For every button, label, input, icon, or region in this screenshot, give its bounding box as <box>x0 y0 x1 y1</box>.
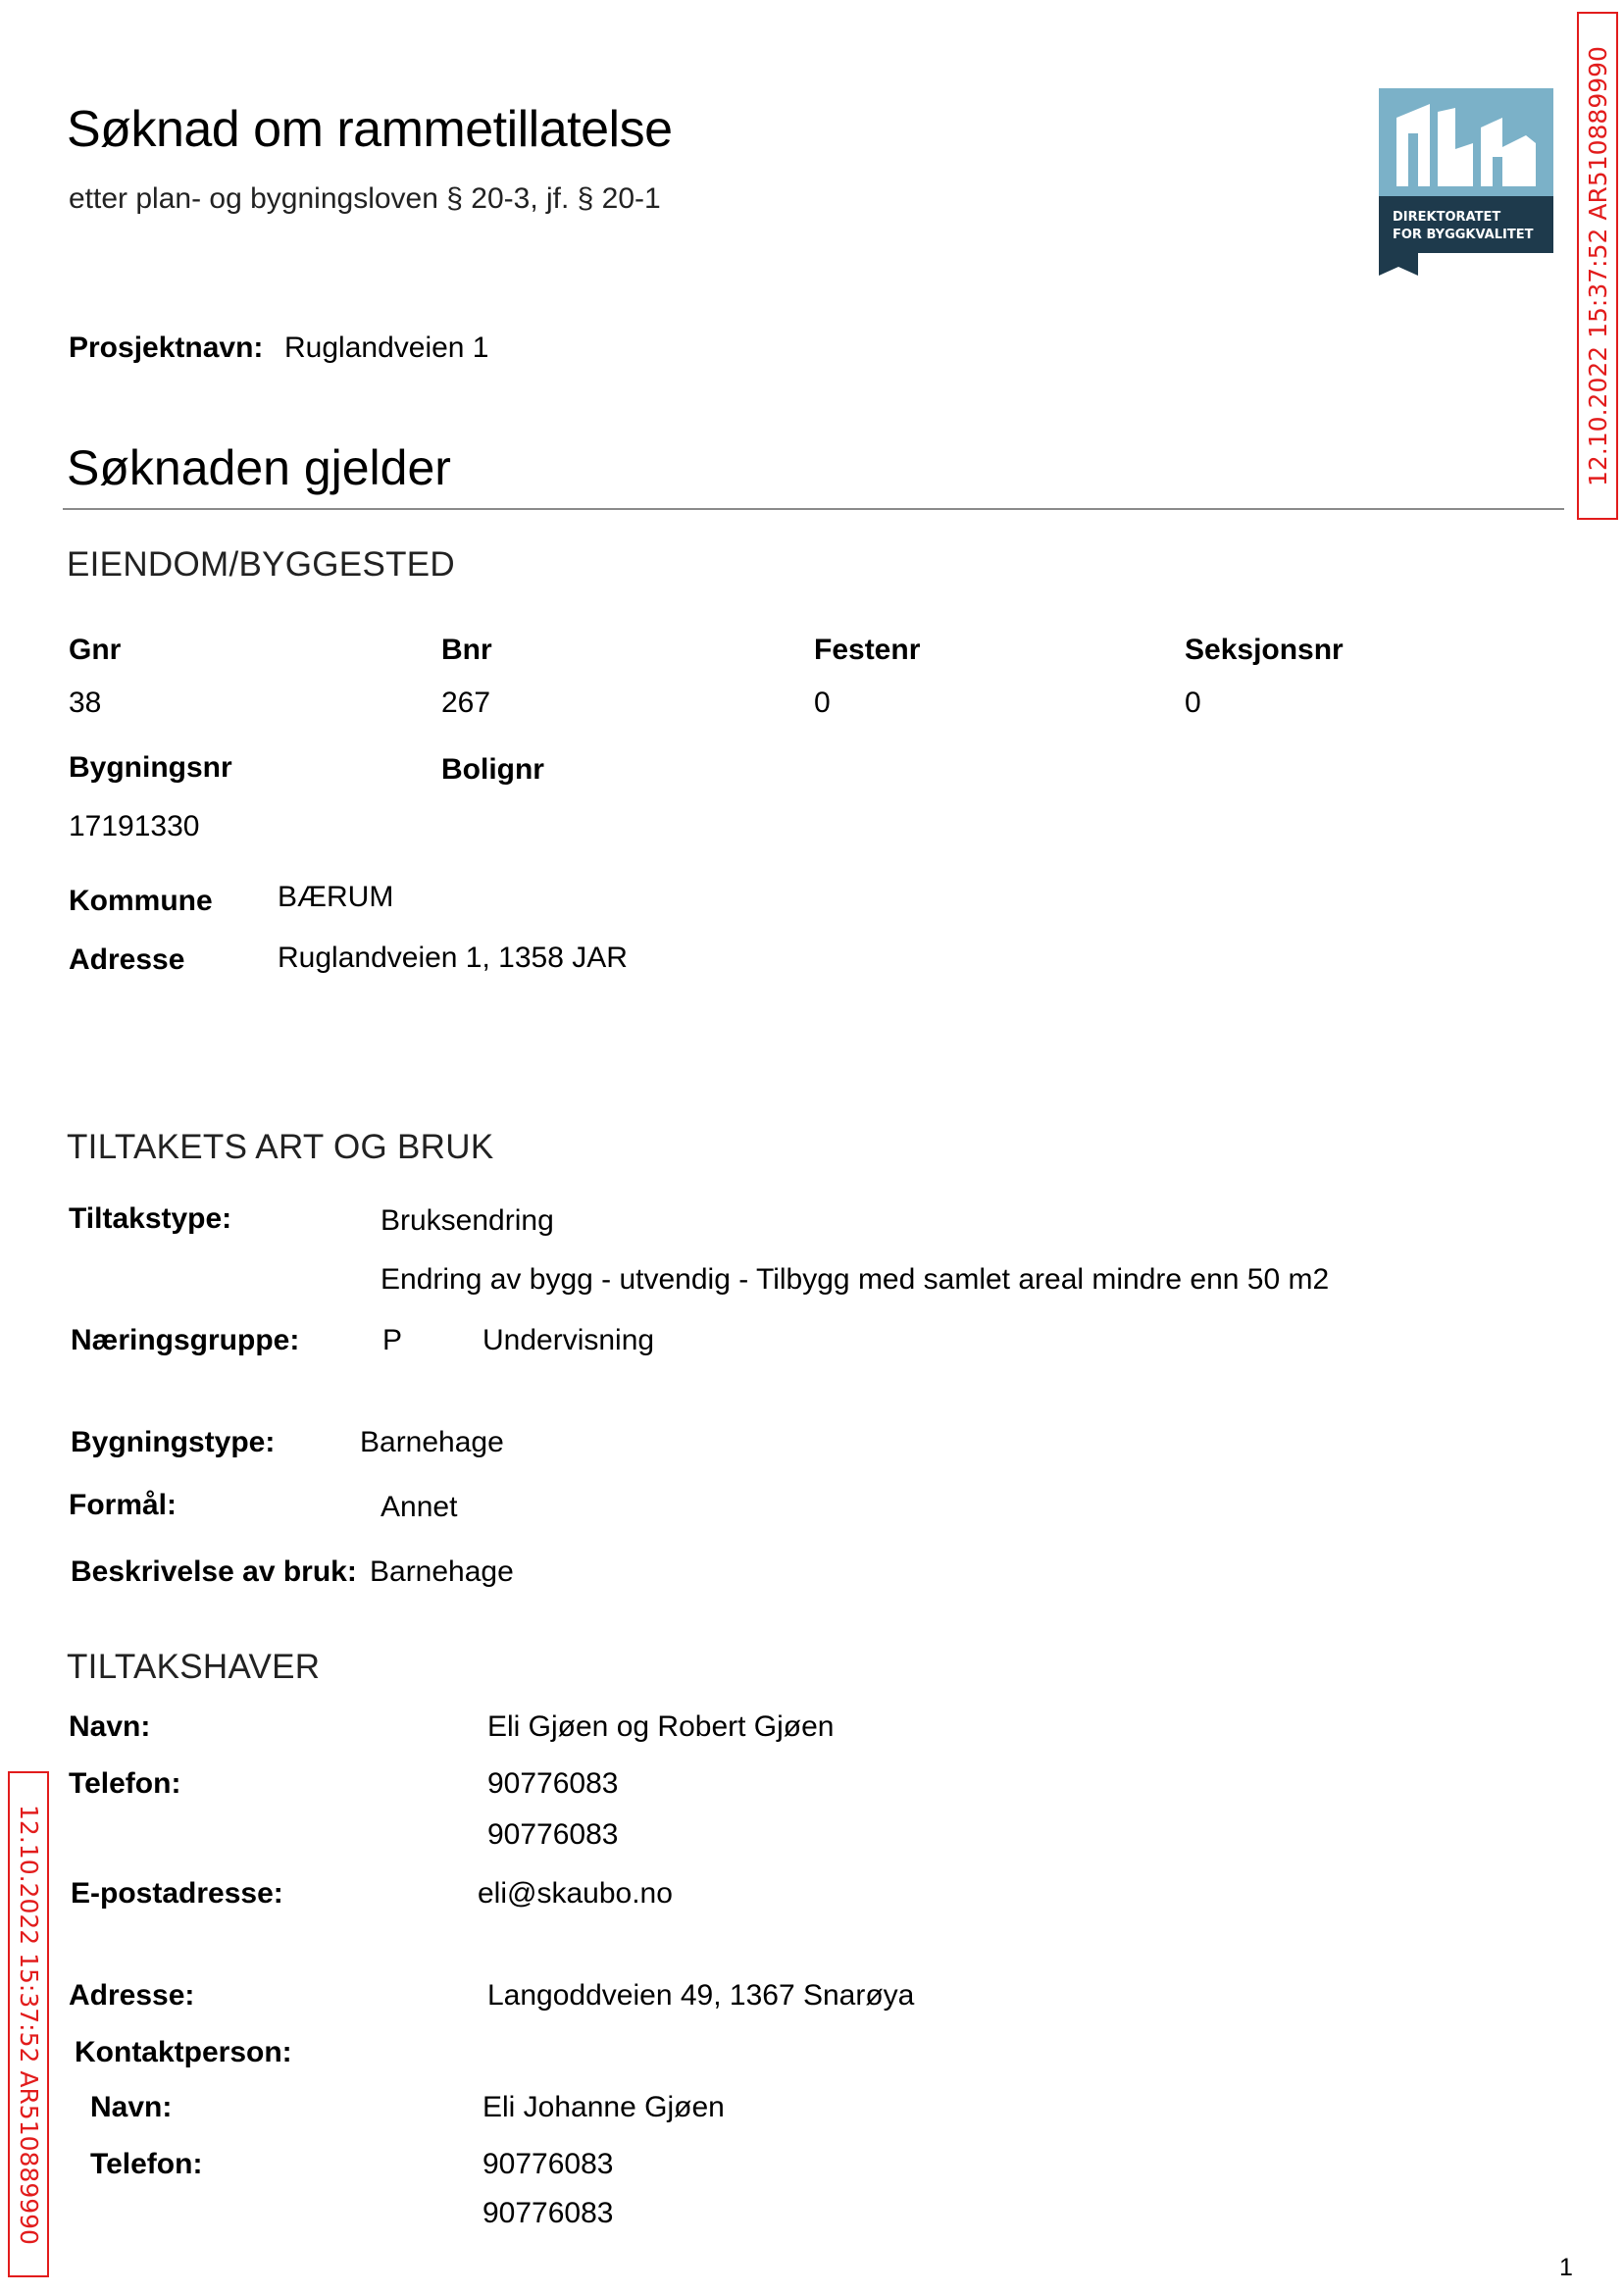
owner-phone-value-1: 90776083 <box>487 1767 619 1800</box>
bnr-label: Bnr <box>441 634 492 666</box>
tiltakstype-value-1: Bruksendring <box>381 1204 554 1237</box>
contact-name-value: Eli Johanne Gjøen <box>482 2091 725 2123</box>
owner-email-value: eli@skaubo.no <box>478 1877 673 1910</box>
contact-phone-value-2: 90776083 <box>482 2197 614 2229</box>
project-name-value: Ruglandveien 1 <box>284 331 489 364</box>
property-address-value: Ruglandveien 1, 1358 JAR <box>278 942 628 974</box>
receipt-stamp-bottom-text: 12.10.2022 15:37:52 AR510889990 <box>14 1804 43 2245</box>
kommune-value: BÆRUM <box>278 881 394 913</box>
naeringsgruppe-code: P <box>382 1324 403 1356</box>
owner-name-value: Eli Gjøen og Robert Gjøen <box>487 1710 835 1743</box>
seksjonsnr-value: 0 <box>1185 687 1201 719</box>
property-address-label: Adresse <box>69 943 185 976</box>
owner-email-label: E-postadresse: <box>71 1877 283 1910</box>
logo-text-line2: FOR BYGGKVALITET <box>1393 228 1534 242</box>
festenr-value: 0 <box>814 687 831 719</box>
owner-heading: TILTAKSHAVER <box>67 1648 321 1686</box>
contact-person-label: Kontaktperson: <box>75 2036 292 2068</box>
gnr-label: Gnr <box>69 634 122 666</box>
measure-heading: TILTAKETS ART OG BRUK <box>67 1128 494 1166</box>
beskrivelse-value: Barnehage <box>370 1555 514 1588</box>
receipt-stamp-top <box>1577 12 1618 520</box>
tiltakstype-value-2: Endring av bygg - utvendig - Tilbygg med samlet areal mindre enn 50 m2 <box>381 1263 1330 1296</box>
bnr-value: 267 <box>441 687 491 719</box>
owner-address-value: Langoddveien 49, 1367 Snarøya <box>487 1979 915 2012</box>
bolignr-label: Bolignr <box>441 753 544 786</box>
kommune-label: Kommune <box>69 885 213 917</box>
logo-text-line1: DIREKTORATET <box>1393 210 1501 225</box>
document-title: Søknad om rammetillatelse <box>67 101 673 158</box>
owner-phone-label: Telefon: <box>69 1767 181 1800</box>
dibk-logo <box>1379 88 1553 276</box>
owner-phone-value-2: 90776083 <box>487 1818 619 1851</box>
naeringsgruppe-value: Undervisning <box>482 1324 655 1356</box>
bygningsnr-value: 17191330 <box>69 810 200 842</box>
contact-name-label: Navn: <box>90 2091 173 2123</box>
tiltakstype-label: Tiltakstype: <box>69 1202 232 1235</box>
seksjonsnr-label: Seksjonsnr <box>1185 634 1344 666</box>
contact-phone-value-1: 90776083 <box>482 2148 614 2180</box>
bygningsnr-label: Bygningsnr <box>69 751 232 784</box>
formal-label: Formål: <box>69 1489 178 1521</box>
section-title: Søknaden gjelder <box>67 440 451 495</box>
section-divider <box>63 508 1564 510</box>
project-name-label: Prosjektnavn: <box>69 331 264 364</box>
contact-phone-label: Telefon: <box>90 2148 203 2180</box>
dibk-logo-icon <box>1379 88 1553 276</box>
owner-name-label: Navn: <box>69 1710 151 1743</box>
bygningstype-value: Barnehage <box>360 1426 504 1458</box>
receipt-stamp-top-text: 12.10.2022 15:37:52 AR510889990 <box>1583 45 1612 486</box>
formal-value: Annet <box>381 1491 458 1523</box>
property-heading: EIENDOM/BYGGESTED <box>67 545 455 584</box>
receipt-stamp-bottom <box>8 1771 49 2277</box>
owner-address-label: Adresse: <box>69 1979 195 2012</box>
gnr-value: 38 <box>69 687 102 719</box>
bygningstype-label: Bygningstype: <box>71 1426 276 1458</box>
beskrivelse-label: Beskrivelse av bruk: <box>71 1555 357 1588</box>
festenr-label: Festenr <box>814 634 921 666</box>
page-number: 1 <box>1559 2254 1573 2281</box>
naeringsgruppe-label: Næringsgruppe: <box>71 1324 300 1356</box>
document-subtitle: etter plan- og bygningsloven § 20-3, jf. § 20-1 <box>69 182 661 215</box>
